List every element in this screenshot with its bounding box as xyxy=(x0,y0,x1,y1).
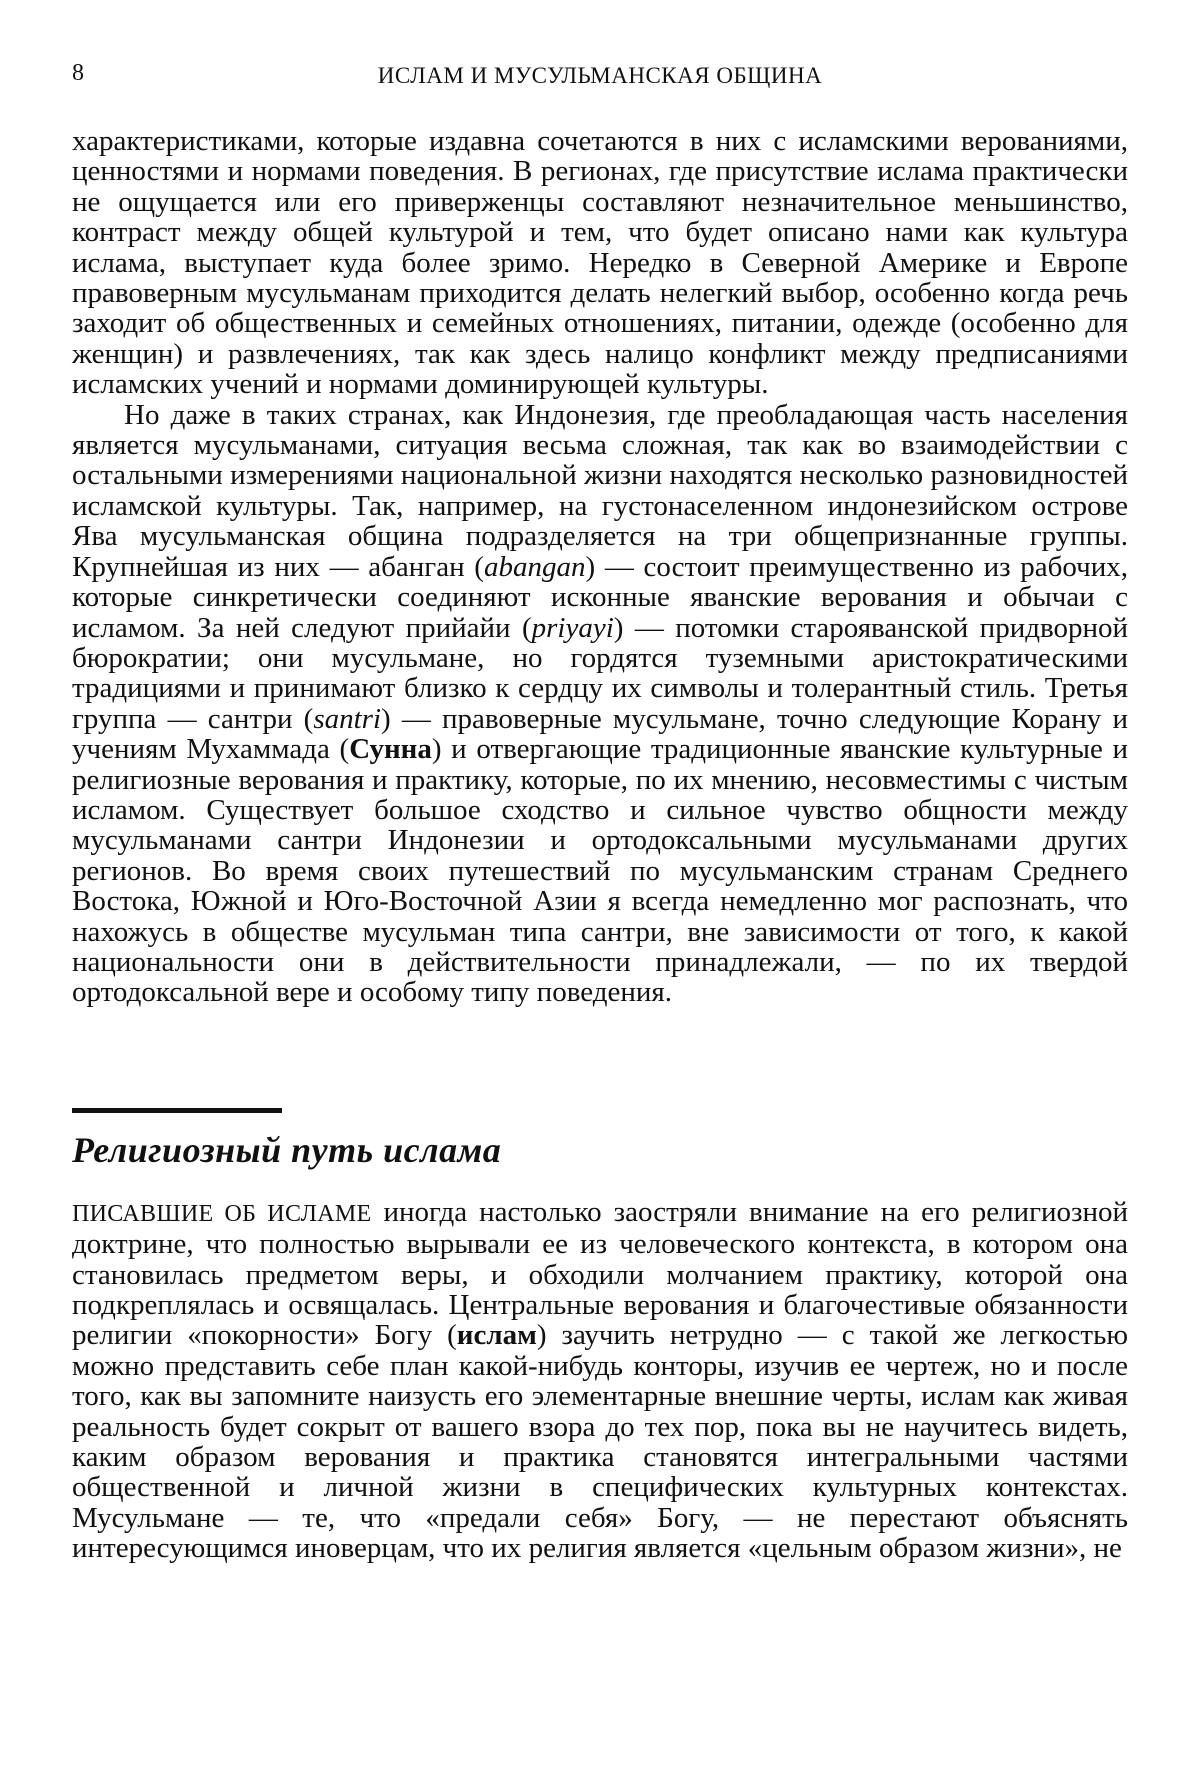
text-span: ) заучить нетрудно — с такой же легкостью можно представить себе план какой-нибудь конторы, изучив ее чертеж, но и после того, как вы запомните наизусть его элементарные внешние черты, ислам как живая реальность будет сокрыт от вашего взора до тех пор, пока вы не научитесь видеть, каким образом верования и практика становятся интегральными частями общественной и личной жизни в специфических культурных контекстах. Мусульмане — те, что «предали себя» Богу, — не перестают объяснять интересующимся иноверцам, что их религия является «цельным образом жизни», не xyxy=(72,1319,1128,1565)
section-divider xyxy=(72,1108,282,1113)
bold-term-sunna: Сунна xyxy=(349,733,432,766)
text-span: Но даже в таких странах, как Индонезия, где преобладающая часть населения является мусульманами, ситуация весьма сложная, так как во взаимодействии с остальными измерениями национальной жизни находятся несколько разновидностей исламской культуры. Так, например, на густонаселенном индонезийском острове Ява мусульманская община подразделяется на три общепризнанные группы. Крупнейшая из них — абанган ( xyxy=(72,398,1128,583)
italic-term-santri: santri xyxy=(313,702,381,735)
page-number: 8 xyxy=(72,60,85,86)
text-span: ) и отвергающие традиционные яванские культурные и религиозные верования и практику, которые, по их мнению, несовместимы с чистым исламом. Существует большое сходство и сильное чувство общности между мусульманами сантри Индонезии и ортодоксальными мусульманами других регионов. Во время своих путешествий по мусульманским странам Среднего Востока, Южной и Юго-Восточной Азии я всегда немедленно мог распознать, что нахожусь в обществе мусульман типа сантри, вне зависимости от того, к какой национальности они в действительности принадлежали, — по их твердой ортодоксальной вере и особому типу поведения. xyxy=(72,733,1128,1009)
lead-small-caps: ПИСАВШИЕ ОБ ИСЛАМЕ xyxy=(72,1200,372,1227)
italic-term-abangan: abangan xyxy=(483,550,586,583)
section-text xyxy=(72,1197,1128,1564)
running-title: ИСЛАМ И МУСУЛЬМАНСКАЯ ОБЩИНА xyxy=(377,63,823,88)
paragraph-1: характеристиками, которые издавна сочетаются в них с исламскими верованиями, ценностями и нормами поведения. В регионах, где присутствие ислама практически не ощущается или его приверженцы составляют незначительное меньшинство, контраст между общей культурой и тем, что будет описано нами как культура ислама, выступает куда более зримо. Нередко в Северной Америке и Европе правоверным мусульманам приходится делать нелегкий выбор, особенно когда речь заходит об общественных и семейных отношениях, питании, одежде (особенно для женщин) и развлечениях, так как здесь налицо конфликт между предписаниями исламских учений и нормами доминирующей культуры. xyxy=(72,125,1128,401)
bold-term-islam: ислам xyxy=(456,1319,537,1352)
section-heading: Религиозный путь ислама xyxy=(72,1129,502,1170)
text-span: ) — состоит преимущественно из рабочих, которые синкретически соединяют исконные яванские верования и обычаи с исламом. За ней следуют прийайи ( xyxy=(72,550,1129,644)
text-span: ) — правоверные мусульмане, точно следующие Корану и учениям Мухаммада ( xyxy=(72,702,1128,766)
main-text xyxy=(72,126,1128,1008)
italic-term-priyayi: priyayi xyxy=(531,611,614,644)
paragraph-2 xyxy=(72,400,1128,1008)
page-header xyxy=(72,50,1128,90)
book-page xyxy=(72,50,1128,1564)
section-paragraph-1 xyxy=(72,1197,1128,1564)
text-span: ) — потомки старояванской придворной бюрократии; они мусульмане, но гордятся туземными аристократическими традициями и принимают близко к сердцу их символы и толерантный стиль. Третья группа — сантри ( xyxy=(72,611,1128,735)
text-span: иногда настолько заостряли внимание на его религиозной доктрине, что полностью вырывали ее из человеческого контекста, в котором она становилась предметом веры, и обходили молчанием практику, которой она подкреплялась и освящалась. Центральные верования и благочестивые обязанности религии «покорности» Богу ( xyxy=(72,1195,1128,1352)
